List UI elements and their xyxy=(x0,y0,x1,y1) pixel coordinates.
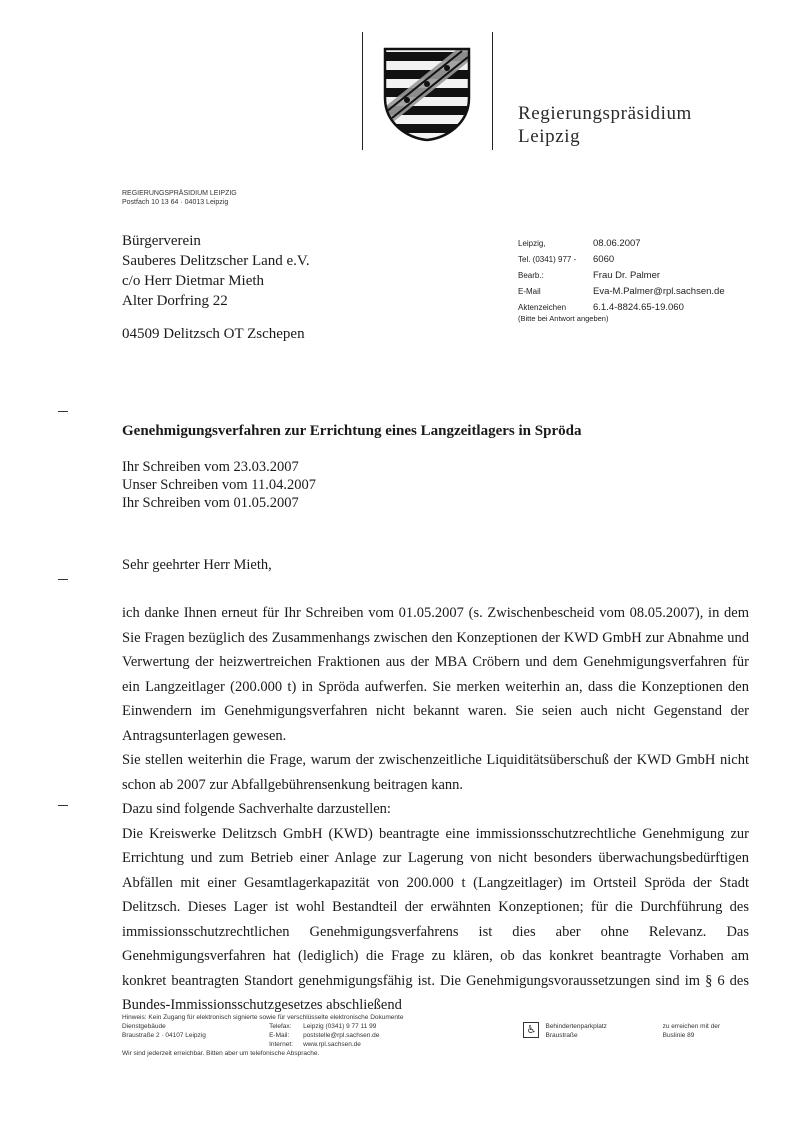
footer-bus xyxy=(663,1022,762,1049)
recipient-line4: Alter Dorfring 22 xyxy=(122,293,228,309)
footer-bus-line1: zu erreichen mit der xyxy=(662,1023,721,1030)
return-address xyxy=(122,189,237,207)
footer-web-label: Internet: xyxy=(269,1041,293,1048)
footer-fax-label: Telefax: xyxy=(269,1023,292,1030)
authority-name xyxy=(518,102,692,148)
recipient-line2: Sauberes Delitzscher Land e.V. xyxy=(122,253,310,269)
footer-parking xyxy=(523,1022,662,1049)
meta-handler-label: Bearb.: xyxy=(518,271,544,280)
letter-subject: Genehmigungsverfahren zur Errichtung eines Langzeitlagers in Spröda xyxy=(122,423,582,439)
footer-mail[interactable]: poststelle@rpl.sachsen.de xyxy=(303,1032,380,1039)
meta-email: Eva-M.Palmer@rpl.sachsen.de xyxy=(593,286,725,297)
footer-notice: Hinweis: Kein Zugang für elektronisch signierte sowie für verschlüsselte elektronische Dokumente xyxy=(122,1014,404,1021)
footer-fax: Leipzig (0341) 9 77 11 99 xyxy=(303,1023,377,1030)
footer-contact xyxy=(269,1022,523,1049)
fold-mark-lower xyxy=(58,805,68,806)
recipient-line3: c/o Herr Dietmar Mieth xyxy=(122,273,265,289)
body-paragraph: ich danke Ihnen erneut für Ihr Schreiben vom 01.05.2007 (s. Zwischenbescheid vom 08.05.2007), in dem Sie Fragen bezüglich des Zusammenhangs zwischen den Konzeptionen der KWD GmbH zur Abnahme und Verwertung der heizwertreichen Fraktionen aus der MBA Cröbern und dem Genehmigungsverfahren für ein Langzeitlager (200.000 t) in Spröda aufwerfen. Sie merken weiterhin an, dass die Konzeptionen den Einwendern im Genehmigungsverfahren nicht bekannt waren. Sie seien auch nicht Gegenstand der Antragsunterlagen gewesen. xyxy=(122,605,749,744)
meta-ref-note: (Bitte bei Antwort angeben) xyxy=(518,314,609,323)
meta-email-row xyxy=(518,284,725,300)
reference-line: Ihr Schreiben vom 23.03.2007 xyxy=(122,459,299,475)
footer-parking-line2: Braustraße xyxy=(545,1032,578,1039)
letter-meta-block xyxy=(518,236,725,324)
recipient-address xyxy=(122,231,310,344)
letter-salutation: Sehr geehrter Herr Mieth, xyxy=(122,557,272,573)
footer-building-address: Braustraße 2 · 04107 Leipzig xyxy=(122,1032,206,1039)
footer-building xyxy=(122,1022,269,1049)
authority-line1: Regierungspräsidium xyxy=(518,103,692,124)
body-paragraph: Dazu sind folgende Sachverhalte darzustellen: xyxy=(122,801,391,817)
footer-phone-note: Wir sind jederzeit erreichbar. Bitten aber um telefonische Absprache. xyxy=(122,1050,320,1057)
body-paragraph: Sie stellen weiterhin die Frage, warum der zwischenzeitliche Liquiditätsüberschuß der KWD GmbH nicht schon ab 2007 zur Abfallgebührensenkung beitragen kann. xyxy=(122,752,749,793)
recipient-city: 04509 Delitzsch OT Zschepen xyxy=(122,326,305,342)
meta-email-label: E-Mail xyxy=(518,287,541,296)
footer-mail-label: E-Mail: xyxy=(269,1032,290,1039)
meta-ref-label: Aktenzeichen xyxy=(518,303,567,312)
authority-line2: Leipzig xyxy=(518,126,581,147)
fold-mark-top xyxy=(58,411,68,412)
letterhead-divider-left xyxy=(362,32,363,150)
body-paragraph: Die Kreiswerke Delitzsch GmbH (KWD) beantragte eine immissionsschutzrechtliche Genehmigung zur Errichtung und zum Betrieb einer Anlage zur Lagerung von nicht besonders überwachungsbedürftigen Abfällen mit einer Gesamtlagerkapazität von 200.000 t (Langzeitlager) im Ortsteil Spröda der Stadt Delitzsch. Dieses Lager ist wohl Bestandteil der erwähnten Konzeptionen; für die Durchführung des immissionsschutzrechtlichen Genehmigungsverfahrens ist dies aber ohne Relevanz. Das Genehmigungsverfahren hat (lediglich) die Frage zu klären, ob das konkret beantragte Vorhaben am konkret beantragten Standort genehmigungsfähig ist. Die Genehmigungsvoraussetzungen sind im § 6 des Bundes-Immissionsschutzgesetzes abschließend xyxy=(122,825,749,1013)
meta-place-label: Leipzig, xyxy=(518,239,546,248)
meta-tel-ext: 6060 xyxy=(593,254,615,265)
meta-tel-row xyxy=(518,252,725,268)
footer-grid xyxy=(122,1022,762,1049)
footer-building-label: Dienstgebäude xyxy=(122,1023,166,1030)
meta-date-row xyxy=(518,236,725,252)
reference-line: Ihr Schreiben vom 01.05.2007 xyxy=(122,495,299,511)
return-address-line1: REGIERUNGSPRÄSIDIUM LEIPZIG xyxy=(122,190,237,197)
letter-footer xyxy=(122,1013,762,1058)
footer-web[interactable]: www.rpl.sachsen.de xyxy=(303,1041,361,1048)
saxony-coat-of-arms-icon xyxy=(382,46,472,142)
meta-handler-row xyxy=(518,268,725,284)
wheelchair-icon: ♿ xyxy=(523,1022,539,1038)
meta-ref: 6.1.4-8824.65-19.060 xyxy=(593,302,684,313)
meta-tel-label: Tel. (0341) 977 - xyxy=(518,255,577,264)
footer-bus-line2: Buslinie 89 xyxy=(662,1032,695,1039)
meta-date: 08.06.2007 xyxy=(593,238,641,249)
reference-line: Unser Schreiben vom 11.04.2007 xyxy=(122,477,316,493)
fold-mark-middle xyxy=(58,579,68,580)
letter-references xyxy=(122,458,316,512)
recipient-line1: Bürgerverein xyxy=(122,233,201,249)
footer-parking-line1: Behindertenparkplatz xyxy=(545,1023,607,1030)
letter-body xyxy=(122,601,749,1018)
letterhead-divider-right xyxy=(492,32,493,150)
meta-handler: Frau Dr. Palmer xyxy=(593,270,661,281)
return-address-line2: Postfach 10 13 64 · 04013 Leipzig xyxy=(122,199,229,206)
